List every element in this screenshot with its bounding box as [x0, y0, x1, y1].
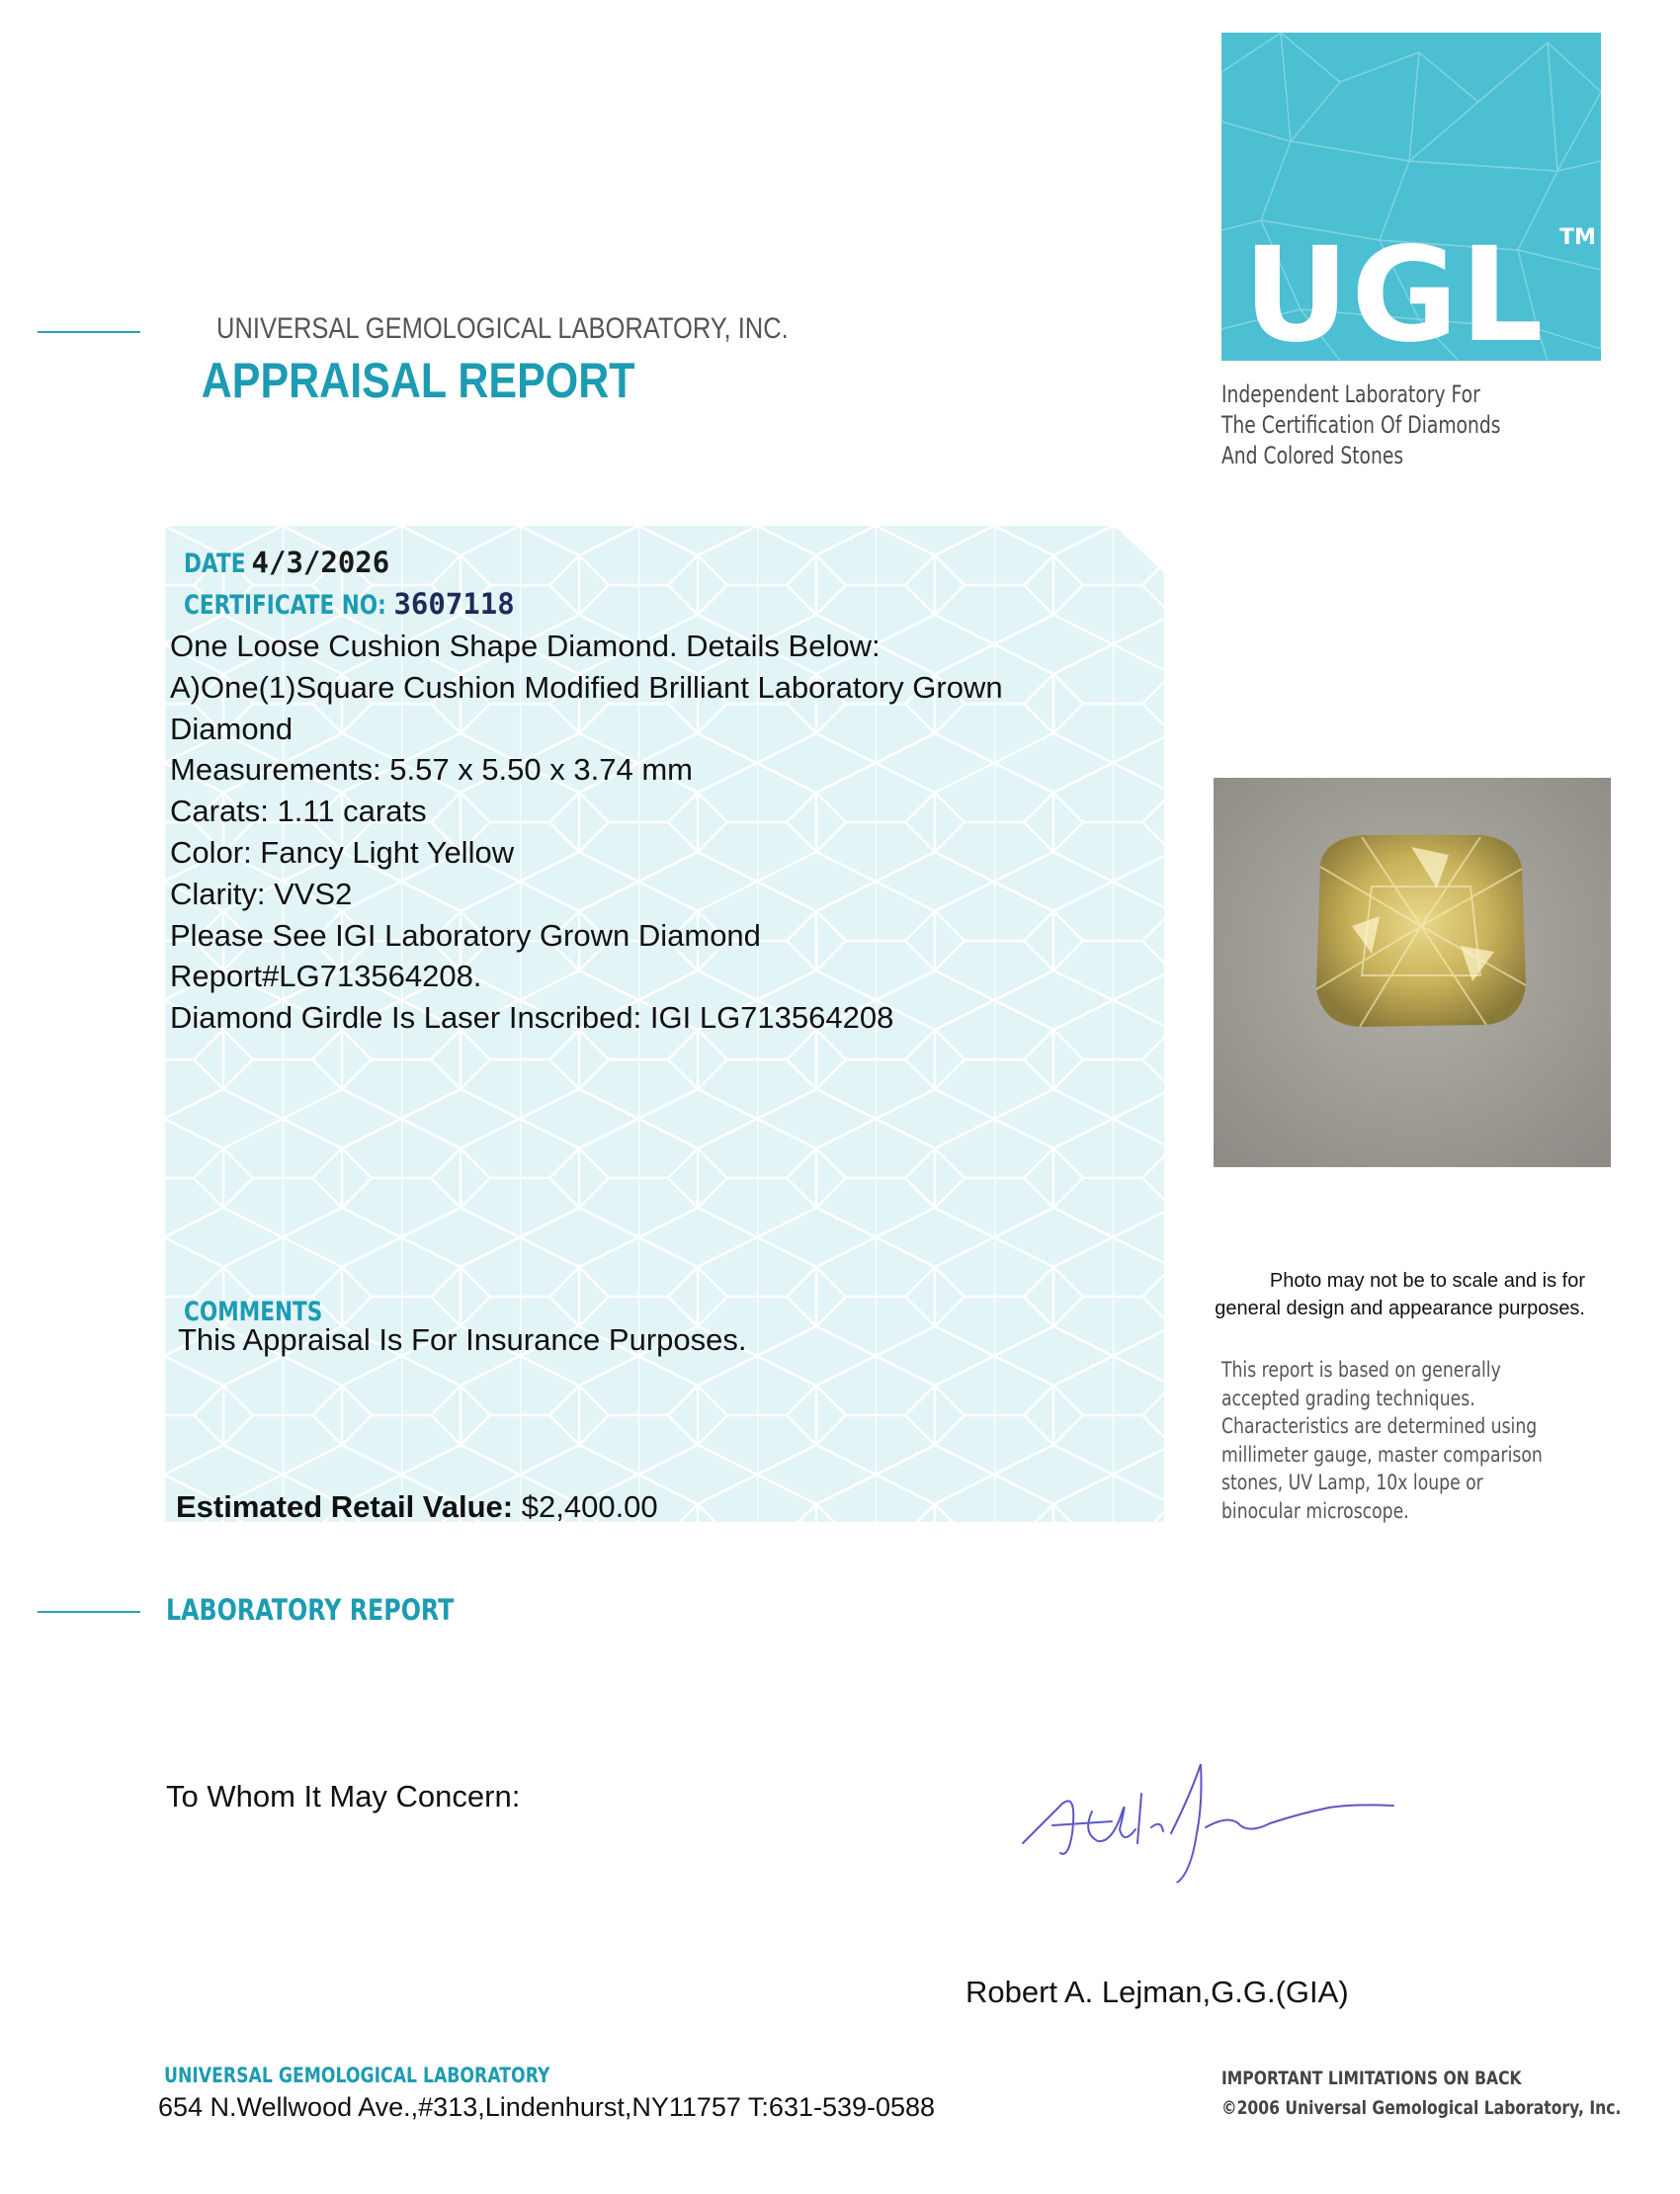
- grading-note-line: millimeter gauge, master comparison: [1221, 1442, 1543, 1467]
- footer-address: 654 N.Wellwood Ave.,#313,Lindenhurst,NY11757 T:631-539-0588: [158, 2092, 936, 2122]
- logo-tagline: [1221, 380, 1617, 471]
- report-title: APPRAISAL REPORT: [201, 353, 635, 408]
- description-line: A)One(1)Square Cushion Modified Brilliant Laboratory Grown: [170, 669, 1003, 705]
- salutation: To Whom It May Concern:: [166, 1779, 521, 1814]
- description-line: Color: Fancy Light Yellow: [170, 834, 515, 870]
- description-line: Measurements: 5.57 x 5.50 x 3.74 mm: [170, 752, 693, 788]
- certificate-row: [184, 587, 562, 621]
- grading-note-line: Characteristics are determined using: [1221, 1414, 1538, 1438]
- certificate-label: CERTIFICATE NO:: [184, 590, 386, 621]
- date-label: DATE: [184, 548, 246, 579]
- photo-disclaimer: [1166, 1267, 1585, 1322]
- estimated-value-label: Estimated Retail Value:: [176, 1489, 514, 1524]
- description-line: Report#LG713564208.: [170, 959, 482, 994]
- date-row: [184, 546, 403, 579]
- description-line: Carats: 1.11 carats: [170, 794, 427, 829]
- certificate-number: 3607118: [393, 587, 515, 621]
- tagline-line: Independent Laboratory For: [1221, 380, 1480, 408]
- grading-methods-note: [1221, 1356, 1617, 1525]
- logo-trademark: TM: [1559, 225, 1596, 250]
- tagline-line: The Certification Of Diamonds: [1221, 411, 1501, 439]
- description-line: Diamond: [170, 711, 294, 746]
- lab-report-title: LABORATORY REPORT: [166, 1593, 455, 1627]
- description-line: Diamond Girdle Is Laser Inscribed: IGI LG713564208: [170, 1000, 894, 1036]
- photo-disclaimer-line: Photo may not be to scale and is for: [1269, 1270, 1585, 1292]
- description-line: Please See IGI Laboratory Grown Diamond: [170, 917, 761, 953]
- estimated-value-row: [176, 1489, 658, 1525]
- footer-lab-name: UNIVERSAL GEMOLOGICAL LABORATORY: [164, 2064, 550, 2087]
- footer-copyright: ©2006 Universal Gemological Laboratory, Inc.: [1221, 2097, 1622, 2119]
- company-name: UNIVERSAL GEMOLOGICAL LABORATORY, INC.: [216, 312, 789, 345]
- diamond-description: [170, 626, 1119, 1039]
- grading-note-line: This report is based on generally: [1221, 1358, 1501, 1382]
- diamond-image: [1214, 778, 1611, 1167]
- comments-text: This Appraisal Is For Insurance Purposes.: [178, 1322, 747, 1357]
- photo-disclaimer-line: general design and appearance purposes.: [1215, 1298, 1585, 1319]
- date-value: 4/3/2026: [251, 546, 390, 579]
- signer-name: Robert A. Lejman,G.G.(GIA): [966, 1975, 1349, 2009]
- header-rule: [38, 331, 140, 333]
- grading-note-line: accepted grading techniques.: [1221, 1386, 1475, 1410]
- diamond-photo: [1214, 778, 1611, 1167]
- lab-report-rule: [38, 1611, 140, 1613]
- grading-note-line: binocular microscope.: [1221, 1498, 1409, 1523]
- description-line: One Loose Cushion Shape Diamond. Details Below:: [170, 629, 881, 663]
- tagline-line: And Colored Stones: [1221, 442, 1404, 469]
- estimated-value: $2,400.00: [521, 1489, 658, 1524]
- logo-text: UGL: [1243, 219, 1546, 361]
- footer-limitations: IMPORTANT LIMITATIONS ON BACK: [1221, 2067, 1522, 2089]
- grading-note-line: stones, UV Lamp, 10x loupe or: [1221, 1471, 1483, 1494]
- comments-label: COMMENTS: [184, 1297, 323, 1327]
- description-line: Clarity: VVS2: [170, 876, 353, 911]
- signature: [1003, 1734, 1418, 1883]
- ugl-logo: [1221, 33, 1601, 361]
